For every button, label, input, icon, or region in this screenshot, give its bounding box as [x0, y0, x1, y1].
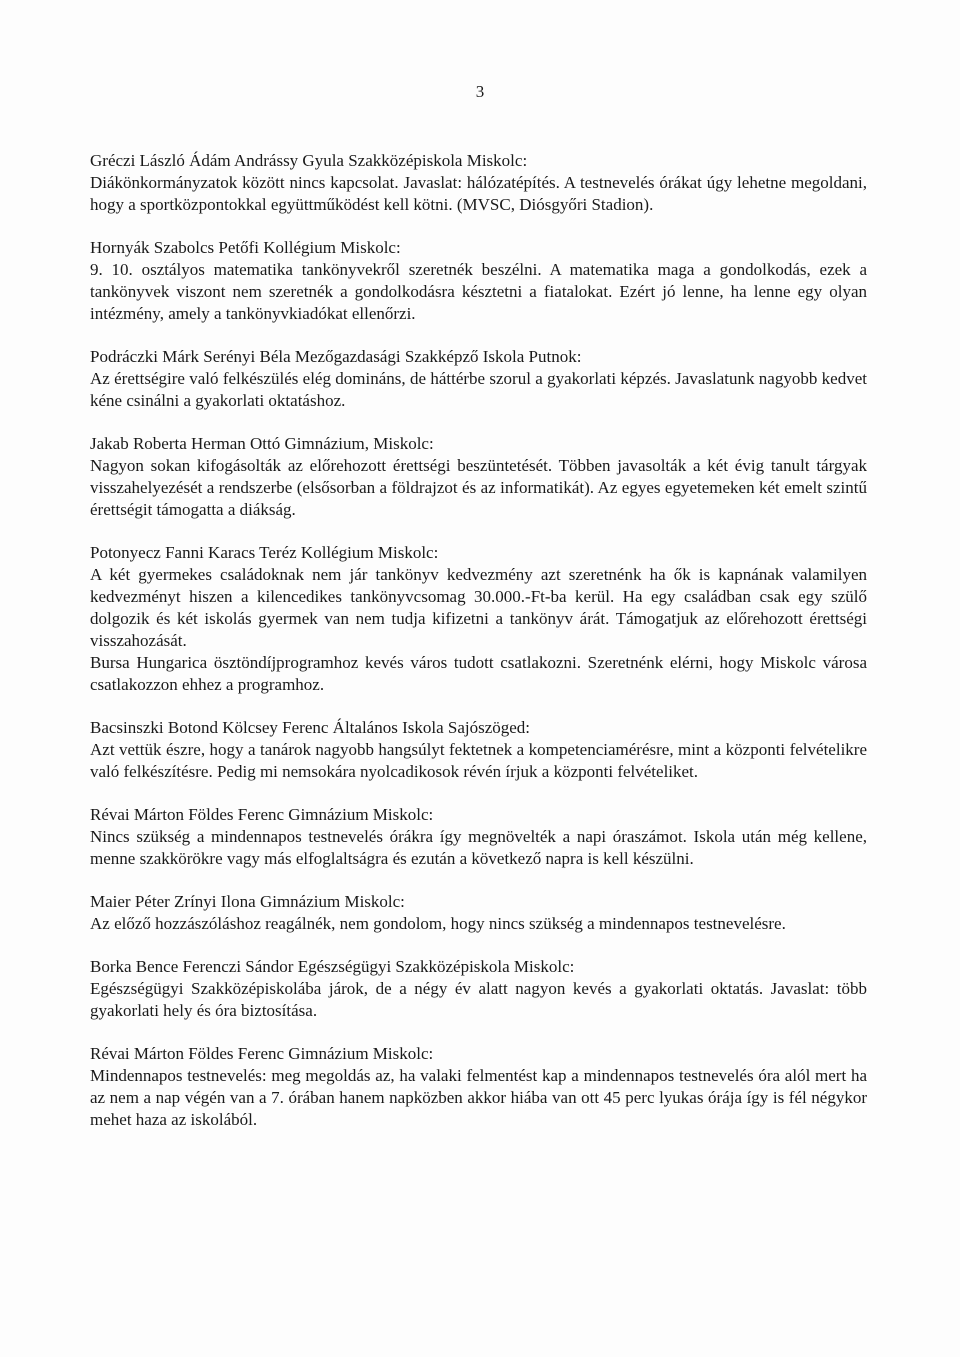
entry-heading: Potonyecz Fanni Karacs Teréz Kollégium Miskolc:: [90, 543, 439, 562]
entry-paragraph: Egészségügyi Szakközépiskolába járok, de a négy év alatt nagyon kevés a gyakorlati oktatás. Javaslat: több gyakorlati hely és óra biztosítása.: [90, 979, 867, 1020]
entry: [90, 956, 867, 1022]
page-number: 3: [475, 82, 485, 101]
entry: [90, 542, 867, 696]
entry-heading: Révai Márton Földes Ferenc Gimnázium Miskolc:: [90, 805, 434, 824]
entry-heading: Borka Bence Ferenczi Sándor Egészségügyi Szakközépiskola Miskolc:: [90, 957, 575, 976]
entry-paragraph: Mindennapos testnevelés: meg megoldás az, ha valaki felmentést kap a mindennapos testnevelés óra alól mert ha az nem a nap végén van a 7. órában hanem napközben akkor hiába van ott 45 perc lyukas órája így is fél négykor mehet haza az iskolából.: [90, 1066, 867, 1129]
entry: [90, 891, 867, 935]
entry: [90, 433, 867, 521]
entry: [90, 1043, 867, 1131]
entry-paragraph: Azt vettük észre, hogy a tanárok nagyobb hangsúlyt fektetnek a kompetenciamérésre, mint a központi felvételikre való felkészítésre. Pedig mi nemsokára nyolcadikosok révén írjuk a központi felvételiket.: [90, 740, 867, 781]
entry: [90, 804, 867, 870]
entry-heading: Maier Péter Zrínyi Ilona Gimnázium Miskolc:: [90, 892, 405, 911]
document-body: [90, 150, 867, 1152]
entry-paragraph: Az érettségire való felkészülés elég domináns, de háttérbe szorul a gyakorlati képzés. Javaslatunk nagyobb kedvet kéne csinálni a gyakorlati oktatáshoz.: [90, 369, 867, 410]
entry-heading: Bacsinszki Botond Kölcsey Ferenc Általános Iskola Sajószöged:: [90, 718, 531, 737]
entry-paragraph: Nincs szükség a mindennapos testnevelés órákra így megnövelték a napi óraszámot. Iskola után még kellene, menne szakkörökre vagy más elfoglaltságra és ezután a következő napra is kell készülni.: [90, 827, 867, 868]
entry-paragraph: Bursa Hungarica ösztöndíjprogramhoz kevés város tudott csatlakozni. Szeretnénk elérni, hogy Miskolc városa csatlakozzon ehhez a programhoz.: [90, 653, 867, 694]
entry: [90, 346, 867, 412]
entry-paragraph: A két gyermekes családoknak nem jár tankönyv kedvezmény azt szeretnénk ha ők is kapnának valamilyen kedvezményt hiszen a kilencedikes tankönyvcsomag 30.000.-Ft-ba kerül. Ha egy családban csak egy szülő dolgozik és két iskolás gyermek van nem tudja kifizetni a tankönyv árát. Támogatjuk az előrehozott érettségi visszahozását.: [90, 565, 867, 650]
entry: [90, 150, 867, 216]
entry-paragraph: Nagyon sokan kifogásolták az előrehozott érettségi beszüntetését. Többen javasolták a két évig tanult tárgyak visszahelyezését a rendszerbe (elsősorban a földrajzot és az informatikát). Az egyes egyetemeken két emelt szintű érettségit támogatta a diákság.: [90, 456, 867, 519]
entry-paragraph: 9. 10. osztályos matematika tankönyvekről szeretnék beszélni. A matematika maga a gondolkodás, ezek a tankönyvek viszont nem szeretnék a gondolkodásra késztetni a fiatalokat. Ezért jó lenne, ha lenne egy olyan intézmény, amely a tankönyvkiadókat ellenőrzi.: [90, 260, 867, 323]
entry-heading: Podráczki Márk Serényi Béla Mezőgazdasági Szakképző Iskola Putnok:: [90, 347, 582, 366]
entry-paragraph: Diákönkormányzatok között nincs kapcsolat. Javaslat: hálózatépítés. A testnevelés órákat úgy lehetne megoldani, hogy a sportközpontokkal együttműködést kell kötni. (MVSC, Diósgyőri Stadion).: [90, 173, 867, 214]
entry: [90, 717, 867, 783]
entry: [90, 237, 867, 325]
entry-heading: Révai Márton Földes Ferenc Gimnázium Miskolc:: [90, 1044, 434, 1063]
entry-heading: Hornyák Szabolcs Petőfi Kollégium Miskolc:: [90, 238, 401, 257]
entry-paragraph: Az előző hozzászóláshoz reagálnék, nem gondolom, hogy nincs szükség a mindennapos testnevelésre.: [90, 914, 786, 933]
entry-heading: Gréczi László Ádám Andrássy Gyula Szakközépiskola Miskolc:: [90, 151, 528, 170]
entry-heading: Jakab Roberta Herman Ottó Gimnázium, Miskolc:: [90, 434, 434, 453]
